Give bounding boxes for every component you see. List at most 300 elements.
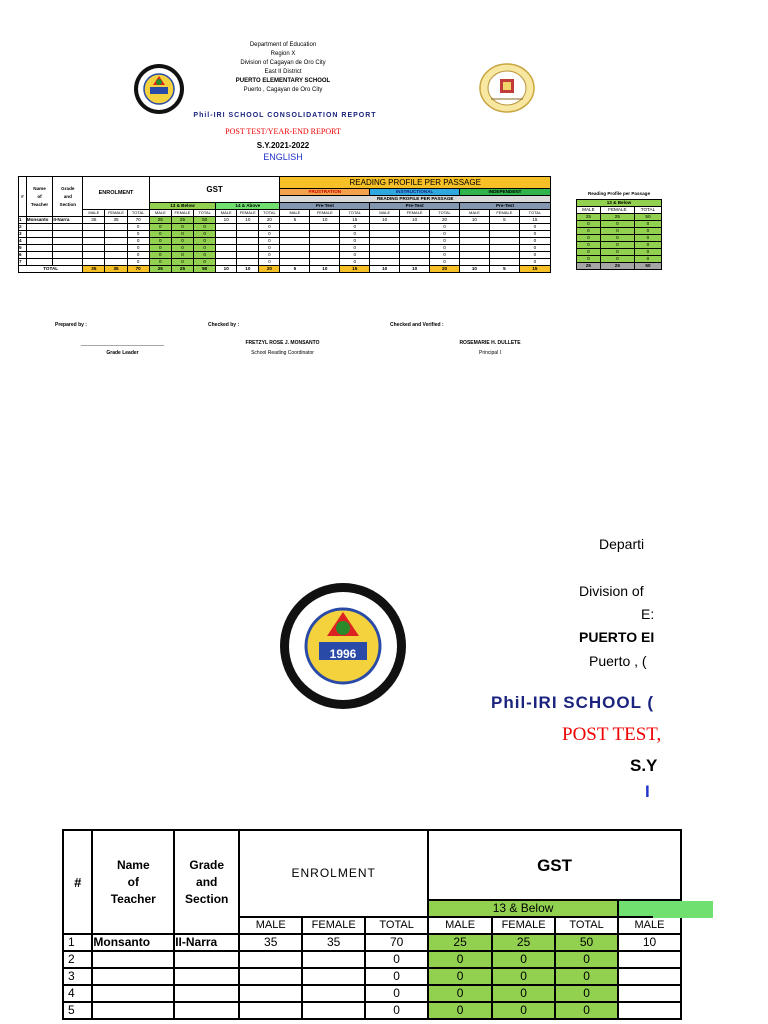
table-cell: 0 [194,252,216,259]
table-cell [216,231,237,238]
table-cell: 0 [127,231,149,238]
total-cell: 10 [459,266,489,273]
subject: ENGLISH [263,152,303,162]
table-cell: 5 [489,217,519,224]
zoom-cell: 4 [63,985,92,1002]
table-cell [489,245,519,252]
total-cell: 10 [400,266,430,273]
zoom-cell: 25 [428,934,492,951]
table-cell [459,259,489,266]
prepared-role: Grade Leader [106,350,139,356]
gender-header-cell: FEMALE [171,210,193,217]
pretest-instructional-header: Pre-Test [370,203,460,210]
table-cell: 0 [127,259,149,266]
table-cell: 5 [280,217,310,224]
table-cell: 0 [519,231,550,238]
table-cell [83,231,105,238]
table-cell: 0 [340,231,370,238]
table-cell [489,252,519,259]
zoom-cell: 0 [555,1002,618,1019]
total-cell: 20 [259,266,280,273]
table-cell: 15 [340,217,370,224]
table-cell [216,252,237,259]
table-cell [53,224,83,231]
table-cell [310,252,340,259]
report-subtitle: POST TEST/YEAR-END REPORT [225,127,341,136]
zoom-cell [92,968,174,985]
zoom-table-row [63,1002,681,1019]
table-cell [216,245,237,252]
zoom-cell: 35 [302,934,365,951]
table-cell [105,238,127,245]
total-cell: 10 [216,266,237,273]
gender-header-cell: TOTAL [340,210,370,217]
table-cell: 0 [519,224,550,231]
gender-header-cell: TOTAL [127,210,149,217]
table-cell: 4 [19,238,27,245]
side-cell: 0 [634,235,661,242]
side-row [577,256,662,263]
table-cell [53,245,83,252]
total-cell: 25 [149,266,171,273]
table-cell [26,259,53,266]
table-cell [280,259,310,266]
side-cell: 25 [600,214,634,221]
header-district: East II District [264,69,302,75]
table-cell: 0 [259,238,280,245]
zoom-enrol-gender-cell: MALE [239,917,302,934]
side-row [577,228,662,235]
zoom-cell [239,1002,302,1019]
table-cell [310,238,340,245]
zoom-table-row [63,951,681,968]
zoomed-view [0,520,665,1024]
prepared-by-label: Prepared by : [55,322,87,328]
table-cell [459,238,489,245]
side-cell: 0 [600,242,634,249]
total-cell: 10 [237,266,259,273]
zoom-enrol-gender-cell: FEMALE [302,917,365,934]
gender-header-cell: FEMALE [400,210,430,217]
gender-header-cell: MALE [459,210,489,217]
table-cell [216,238,237,245]
zoom-num-header: # [63,830,92,934]
zoom-cell: 0 [428,968,492,985]
zoom-enrol-gender-cell: TOTAL [365,917,428,934]
zoom-cell [239,968,302,985]
zoom-cell [302,985,365,1002]
zoom-cell [618,968,681,985]
table-cell [280,252,310,259]
table-cell: 70 [127,217,149,224]
table-cell: 10 [459,217,489,224]
zoom-cell [174,951,239,968]
table-cell [53,252,83,259]
table-cell [105,231,127,238]
side-cell: 50 [634,214,661,221]
checked-verified-label: Checked and Verified : [390,322,444,328]
table-cell: 0 [171,259,193,266]
table-cell [370,238,400,245]
side-cell: 0 [634,242,661,249]
table-cell [53,238,83,245]
table-cell: 10 [400,217,430,224]
side-cell: 0 [600,256,634,263]
table-cell [459,224,489,231]
header-region: Region X [270,51,296,57]
zoom-cell: 0 [428,951,492,968]
zoom-sy: S.Y [630,756,658,775]
zoom-cell: 70 [365,934,428,951]
table-cell [310,259,340,266]
zoom-school-seal-logo [279,582,407,710]
table-cell [53,231,83,238]
table-cell: 0 [127,245,149,252]
table-cell: 0 [149,231,171,238]
zoom-cell: 0 [492,985,555,1002]
table-cell [400,238,430,245]
zoom-subtitle: POST TEST, [562,724,662,745]
zoom-name-header: Name of Teacher [92,830,174,934]
gender-header-cell: TOTAL [194,210,216,217]
table-cell: 5 [19,245,27,252]
side-cell: 0 [577,221,601,228]
school-year: S.Y.2021-2022 [256,141,310,150]
table-cell: 0 [430,252,460,259]
zoom-cell: 3 [63,968,92,985]
zoom-cell: 0 [365,985,428,1002]
table-cell: 0 [127,238,149,245]
zoom-cell: II-Narra [174,934,239,951]
table-cell [400,224,430,231]
side-cell: 25 [577,214,601,221]
zoom-cell: 50 [555,934,618,951]
table-cell: 0 [519,259,550,266]
table-cell [400,252,430,259]
table-cell: 0 [194,245,216,252]
table-cell [105,245,127,252]
zoom-cell: 10 [618,934,681,951]
consolidation-table [18,176,551,273]
header-address: Puerto , Cagayan de Oro City [243,87,323,93]
side-summary-table [576,199,662,270]
side-13-below-header: 13 & Below [577,200,662,207]
gender-header-cell: MALE [83,210,105,217]
zoom-enrolment-header: ENROLMENT [239,830,428,917]
pretest-frustration-header: Pre-Test [280,203,370,210]
table-cell: 25 [171,217,193,224]
table-cell: 0 [171,252,193,259]
table-cell: 0 [259,252,280,259]
gst-14-above-header: 14 & Above [216,203,280,210]
svg-text:1996: 1996 [329,647,357,661]
instructional-header: INSTRUCTIONAL [370,189,460,196]
totals-label: TOTAL [19,266,83,273]
side-cell: 0 [634,221,661,228]
table-cell [459,245,489,252]
table-cell [370,245,400,252]
table-cell [216,224,237,231]
table-cell: 0 [171,224,193,231]
gender-header-cell: FEMALE [105,210,127,217]
table-cell [237,238,259,245]
table-cell [489,231,519,238]
side-total-cell: 25 [577,263,601,270]
zoom-cell [174,985,239,1002]
table-cell [310,245,340,252]
table-cell [370,259,400,266]
table-cell: 35 [105,217,127,224]
header-division: Division of Cagayan de Oro City [240,60,326,66]
table-cell [83,224,105,231]
table-cell: 0 [430,231,460,238]
zoom-cell: 0 [365,968,428,985]
side-cell: 0 [577,256,601,263]
total-cell: 10 [310,266,340,273]
table-cell [400,259,430,266]
table-cell: 0 [259,245,280,252]
table-cell: 0 [171,238,193,245]
total-cell: 70 [127,266,149,273]
frustration-header: FRUSTRATION [280,189,370,196]
table-cell [216,259,237,266]
zoom-cell [174,968,239,985]
header-dept: Department of Education [249,42,317,48]
table-row [19,224,551,231]
table-cell: 0 [340,252,370,259]
zoom-grade-header: Grade and Section [174,830,239,934]
deped-seal-logo [479,63,535,113]
table-cell: 0 [171,231,193,238]
table-cell: 10 [310,217,340,224]
table-cell: 10 [237,217,259,224]
total-cell: 20 [430,266,460,273]
school-seal-logo [133,63,185,115]
checked-role: School Reading Coordinator [251,350,314,356]
table-cell: 0 [194,224,216,231]
table-cell [310,231,340,238]
table-cell: 0 [340,259,370,266]
table-cell: 0 [519,252,550,259]
table-cell [26,245,53,252]
table-cell: 0 [127,224,149,231]
table-cell: 0 [194,231,216,238]
table-row [19,238,551,245]
side-totals-row [577,263,662,270]
zoom-gender-cell: FEMALE [492,917,555,934]
zoom-13-below-header: 13 & Below [428,900,618,917]
zoom-cell: 0 [555,951,618,968]
zoom-cell [302,1002,365,1019]
side-cell: 0 [634,249,661,256]
side-cell: 0 [600,228,634,235]
zoom-cell: 25 [492,934,555,951]
zoom-cell: 35 [239,934,302,951]
table-cell: 0 [149,245,171,252]
side-male-header: MALE [577,207,601,214]
zoom-table [62,829,682,1020]
table-cell [400,245,430,252]
table-cell [237,224,259,231]
totals-row [19,266,551,273]
table-cell [26,224,53,231]
zoom-cell [239,951,302,968]
table-cell: 6 [19,252,27,259]
table-cell: 0 [149,224,171,231]
zoom-cell: 0 [492,1002,555,1019]
total-cell: 35 [105,266,127,273]
zoom-table-row [63,968,681,985]
zoom-cell [92,1002,174,1019]
checked-by-label: Checked by : [208,322,240,328]
table-cell: 0 [519,238,550,245]
table-cell [489,259,519,266]
table-cell: 20 [430,217,460,224]
zoom-title: Phil-IRI SCHOOL ( [491,693,655,712]
table-cell: 50 [194,217,216,224]
side-total-cell: 25 [600,263,634,270]
zoom-cell: 5 [63,1002,92,1019]
table-cell: 0 [149,252,171,259]
table-cell [237,252,259,259]
table-cell [459,231,489,238]
table-cell [26,231,53,238]
side-total-header: TOTAL [634,207,661,214]
zoom-cell: 0 [492,968,555,985]
table-cell: 25 [149,217,171,224]
zoom-district: E: [641,606,655,622]
verified-role: Principal I [479,350,501,356]
side-cell: 0 [600,221,634,228]
zoom-cell [92,951,174,968]
table-row [19,231,551,238]
side-cell: 0 [577,249,601,256]
zoom-table-row [63,985,681,1002]
table-cell: 0 [519,245,550,252]
zoom-school: PUERTO EI [579,629,655,645]
side-cell: 0 [634,228,661,235]
table-cell [370,224,400,231]
gender-header-cell: FEMALE [489,210,519,217]
table-cell: II-Narra [53,217,83,224]
zoom-green-overflow-bar [653,901,713,918]
total-cell: 5 [489,266,519,273]
table-cell [459,252,489,259]
table-cell: 0 [171,245,193,252]
side-cell: 0 [577,242,601,249]
total-cell: 15 [340,266,370,273]
table-cell [489,238,519,245]
enrolment-header: ENROLMENT [83,177,149,210]
table-row [19,245,551,252]
reading-profile-subheader: READING PROFILE PER PASSAGE [280,196,551,203]
zoom-cell: 0 [365,951,428,968]
table-cell: 35 [83,217,105,224]
table-cell: 0 [340,245,370,252]
header-school: PUERTO ELEMENTARY SCHOOL [235,78,331,84]
table-cell: 0 [259,231,280,238]
zoom-cell [618,1002,681,1019]
gender-header-cell: TOTAL [430,210,460,217]
table-cell [105,259,127,266]
side-female-header: FEMALE [600,207,634,214]
table-cell [237,231,259,238]
checked-name: FRETZYL ROSE J. MONSANTO [245,340,320,346]
zoom-cell [302,968,365,985]
table-cell [83,252,105,259]
side-cell: 0 [600,249,634,256]
zoom-cell: 0 [555,968,618,985]
table-cell: 0 [194,238,216,245]
table-row [19,217,551,224]
table-cell: 0 [149,238,171,245]
table-cell: 0 [259,259,280,266]
table-cell [83,259,105,266]
zoom-subject: I [645,782,650,801]
zoom-cell [618,985,681,1002]
side-row [577,235,662,242]
zoom-cell [239,985,302,1002]
report-title: Phil-IRI SCHOOL CONSOLIDATION REPORT [193,112,377,119]
table-cell: 0 [127,252,149,259]
gender-header-cell: FEMALE [237,210,259,217]
table-cell: 0 [430,224,460,231]
table-cell: 0 [430,238,460,245]
total-cell: 25 [171,266,193,273]
gender-header-cell: MALE [280,210,310,217]
table-cell: 2 [19,224,27,231]
total-cell: 5 [280,266,310,273]
table-cell [370,252,400,259]
col-grade-header: Grade and Section [53,177,83,217]
side-row [577,249,662,256]
zoom-gender-cell: TOTAL [555,917,618,934]
gender-header-cell: MALE [216,210,237,217]
side-row [577,221,662,228]
pretest-independent-header: Pre-Test [459,203,550,210]
zoom-gender-cell: MALE [428,917,492,934]
reading-profile-header: READING PROFILE PER PASSAGE [280,177,551,189]
table-cell [105,224,127,231]
table-cell: 20 [259,217,280,224]
gender-header-cell: FEMALE [310,210,340,217]
side-table-title: Reading Profile per Passage [587,191,651,196]
table-cell [83,245,105,252]
table-cell [370,231,400,238]
zoom-address: Puerto , ( [589,653,647,669]
table-cell [26,252,53,259]
total-cell: 10 [370,266,400,273]
side-cell: 0 [577,228,601,235]
zoom-cell [174,1002,239,1019]
table-cell [280,231,310,238]
side-row [577,214,662,221]
table-cell: 0 [149,259,171,266]
col-name-header: Name of Teacher [26,177,53,217]
zoom-cell [92,985,174,1002]
zoom-gender-cell: MALE [618,917,681,934]
table-cell [280,224,310,231]
table-row [19,252,551,259]
zoom-cell: 0 [428,1002,492,1019]
table-cell: 0 [259,224,280,231]
side-row [577,242,662,249]
zoom-cell: 0 [492,951,555,968]
table-cell: 0 [430,245,460,252]
table-cell: 0 [340,224,370,231]
table-cell [489,224,519,231]
verified-name: ROSEMARIE H. DULLETE [459,340,521,346]
